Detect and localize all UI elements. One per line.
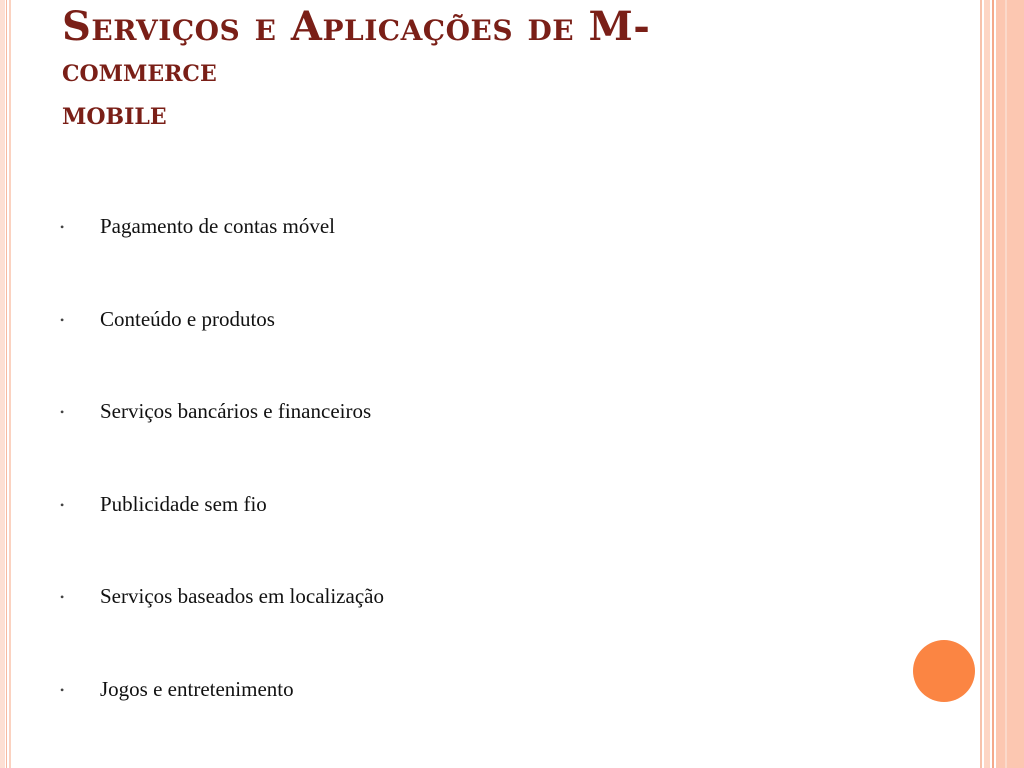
title-line-1: Serviços e Aplicações de M- [62,3,651,50]
bullet-icon: • [60,682,65,697]
left-stripe-inner [9,0,11,768]
list-item [60,486,384,579]
list-item-label: Pagamento de contas móvel [100,214,336,238]
list-item [60,393,384,486]
right-stripe-dark [992,0,994,768]
title-line-3: mobile [62,94,167,132]
list-item [60,208,384,301]
title-line-2: commerce [62,51,217,89]
left-stripe-thin [6,0,7,768]
left-stripe [0,0,5,768]
list-item [60,578,384,671]
bullet-icon: • [60,220,65,234]
list-item [60,671,384,764]
list-item-label: Publicidade sem fio [100,491,267,516]
list-item-label: Serviços baseados em localização [100,584,384,608]
list-item-label: Jogos e entretenimento [100,676,294,701]
right-stripe-highlight [1005,0,1007,768]
list-item-label: Serviços bancários e financeiros [100,399,372,423]
right-stripe-wide [996,0,1024,768]
right-stripe-thin [980,0,982,768]
accent-circle [913,640,975,702]
bullet-icon: • [60,590,65,604]
bullet-list [60,208,384,763]
bullet-icon: • [60,497,65,512]
bullet-icon: • [60,312,65,327]
list-item-label: Conteúdo e produtos [100,306,275,331]
list-item [60,301,384,394]
right-stripe [984,0,990,768]
slide-title [62,4,922,136]
bullet-icon: • [60,405,65,419]
